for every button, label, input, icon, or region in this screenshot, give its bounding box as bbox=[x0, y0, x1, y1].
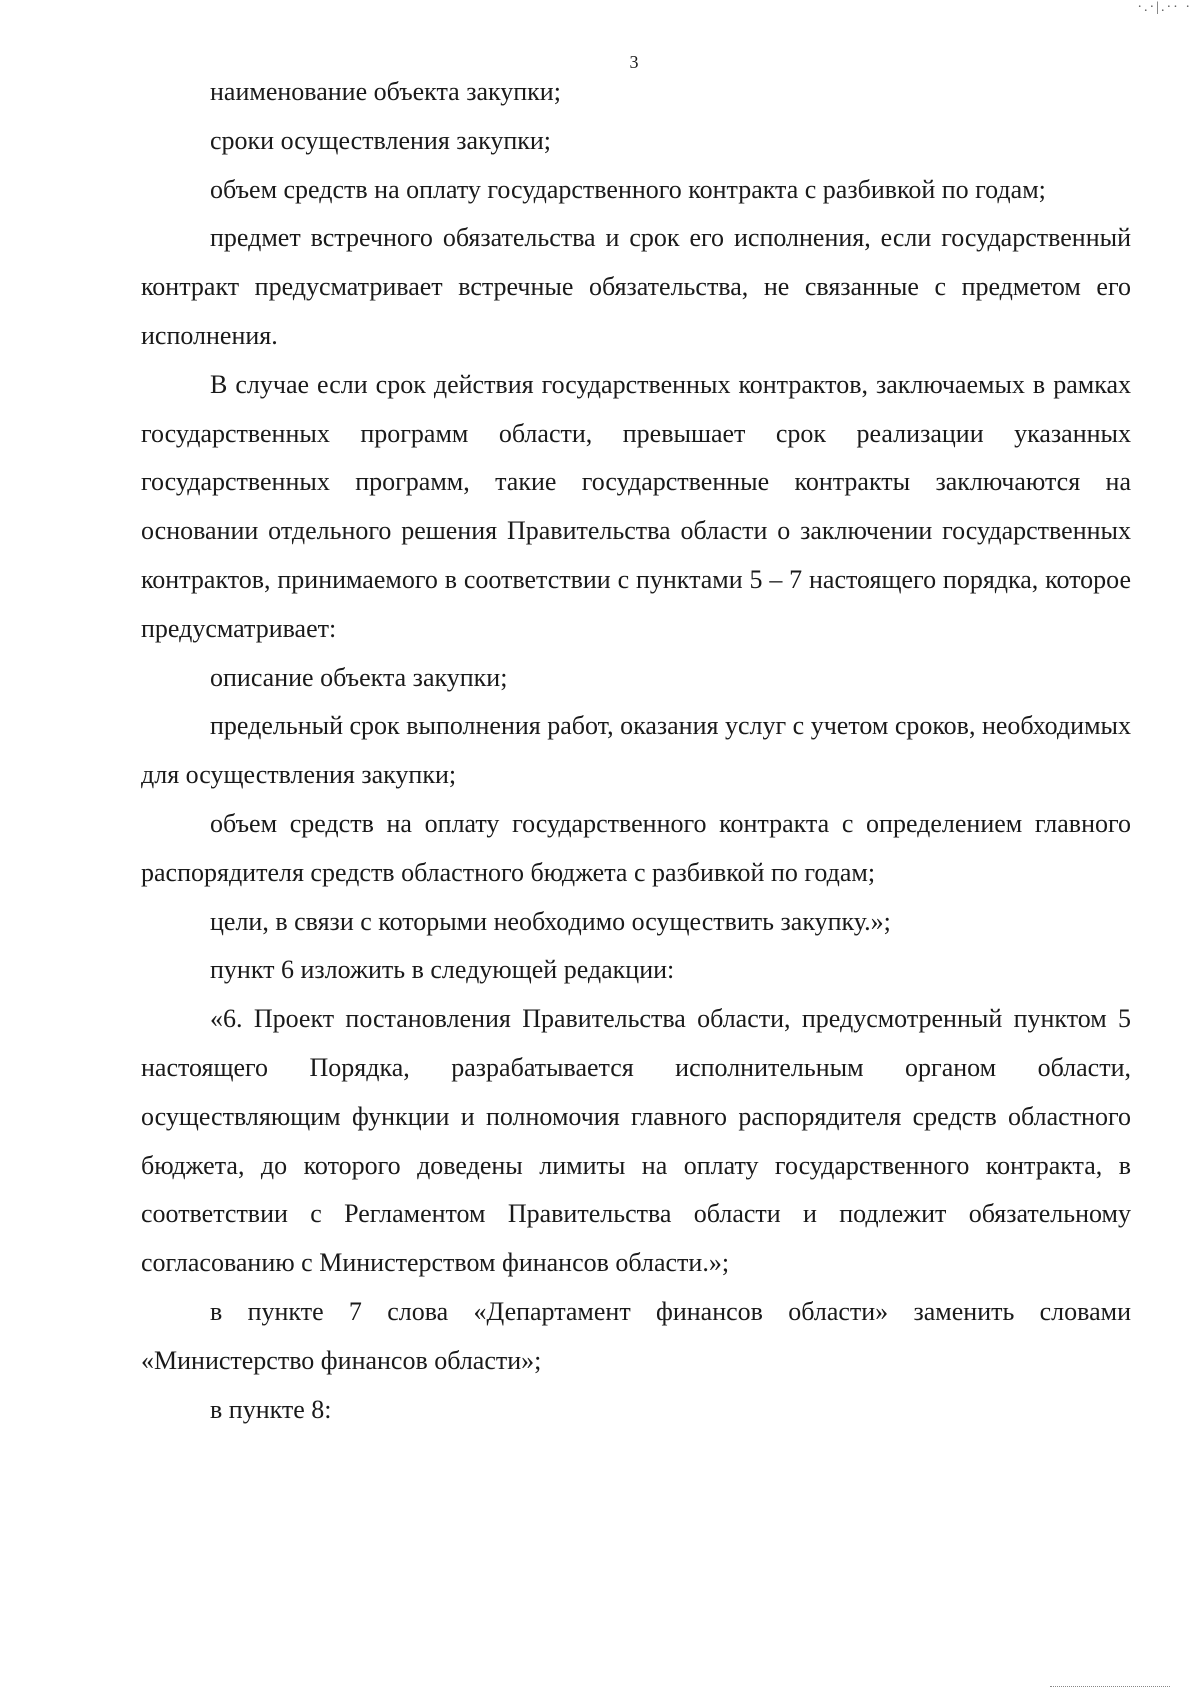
paragraph: пункт 6 изложить в следующей редакции: bbox=[210, 955, 675, 985]
paragraph: описание объекта закупки; bbox=[210, 662, 508, 692]
paragraph: объем средств на оплату государственного контракта с определением главного распорядителя средств областного бюджета с разбивкой по годам; bbox=[141, 808, 1131, 887]
paragraph: в пункте 8: bbox=[210, 1394, 332, 1424]
page-number: 3 bbox=[629, 52, 639, 72]
paragraph: предельный срок выполнения работ, оказания услуг с учетом сроков, необходимых для осуществления закупки; bbox=[141, 711, 1131, 790]
paragraph: В случае если срок действия государственных контрактов, заключаемых в рамках государственных программ области, превышает срок реализации указанных государственных программ, такие государственные контракты заключаются на основании отдельного решения Правительства области о заключении государственных контрактов, принимаемого в соответствии с пунктами 5 – 7 настоящего порядка, которое предусматривает: bbox=[141, 369, 1131, 643]
paragraph: наименование объекта закупки; bbox=[210, 77, 561, 106]
document-body bbox=[141, 68, 1131, 1434]
paragraph: цели, в связи с которыми необходимо осуществить закупку.»; bbox=[210, 906, 891, 936]
paragraph: предмет встречного обязательства и срок его исполнения, если государственный контракт предусматривает встречные обязательства, не связанные с предметом его исполнения. bbox=[141, 223, 1131, 350]
paragraph: сроки осуществления закупки; bbox=[210, 125, 552, 155]
bottom-scan-mark bbox=[1050, 1686, 1170, 1693]
paragraph: в пункте 7 слова «Департамент финансов области» заменить словами «Министерство финансов области»; bbox=[141, 1296, 1131, 1375]
paragraph: объем средств на оплату государственного контракта с разбивкой по годам; bbox=[210, 174, 1046, 204]
corner-scan-mark: ·.·|.·· · bbox=[1137, 0, 1192, 15]
paragraph: «6. Проект постановления Правительства области, предусмотренный пунктом 5 настоящего Порядка, разрабатывается исполнительным органом области, осуществляющим функции и полномочия главного распорядителя средств областного бюджета, до которого доведены лимиты на оплату государственного контракта, в соответствии с Регламентом Правительства области и подлежит обязательному согласованию с Министерством финансов области.»; bbox=[141, 1004, 1131, 1278]
